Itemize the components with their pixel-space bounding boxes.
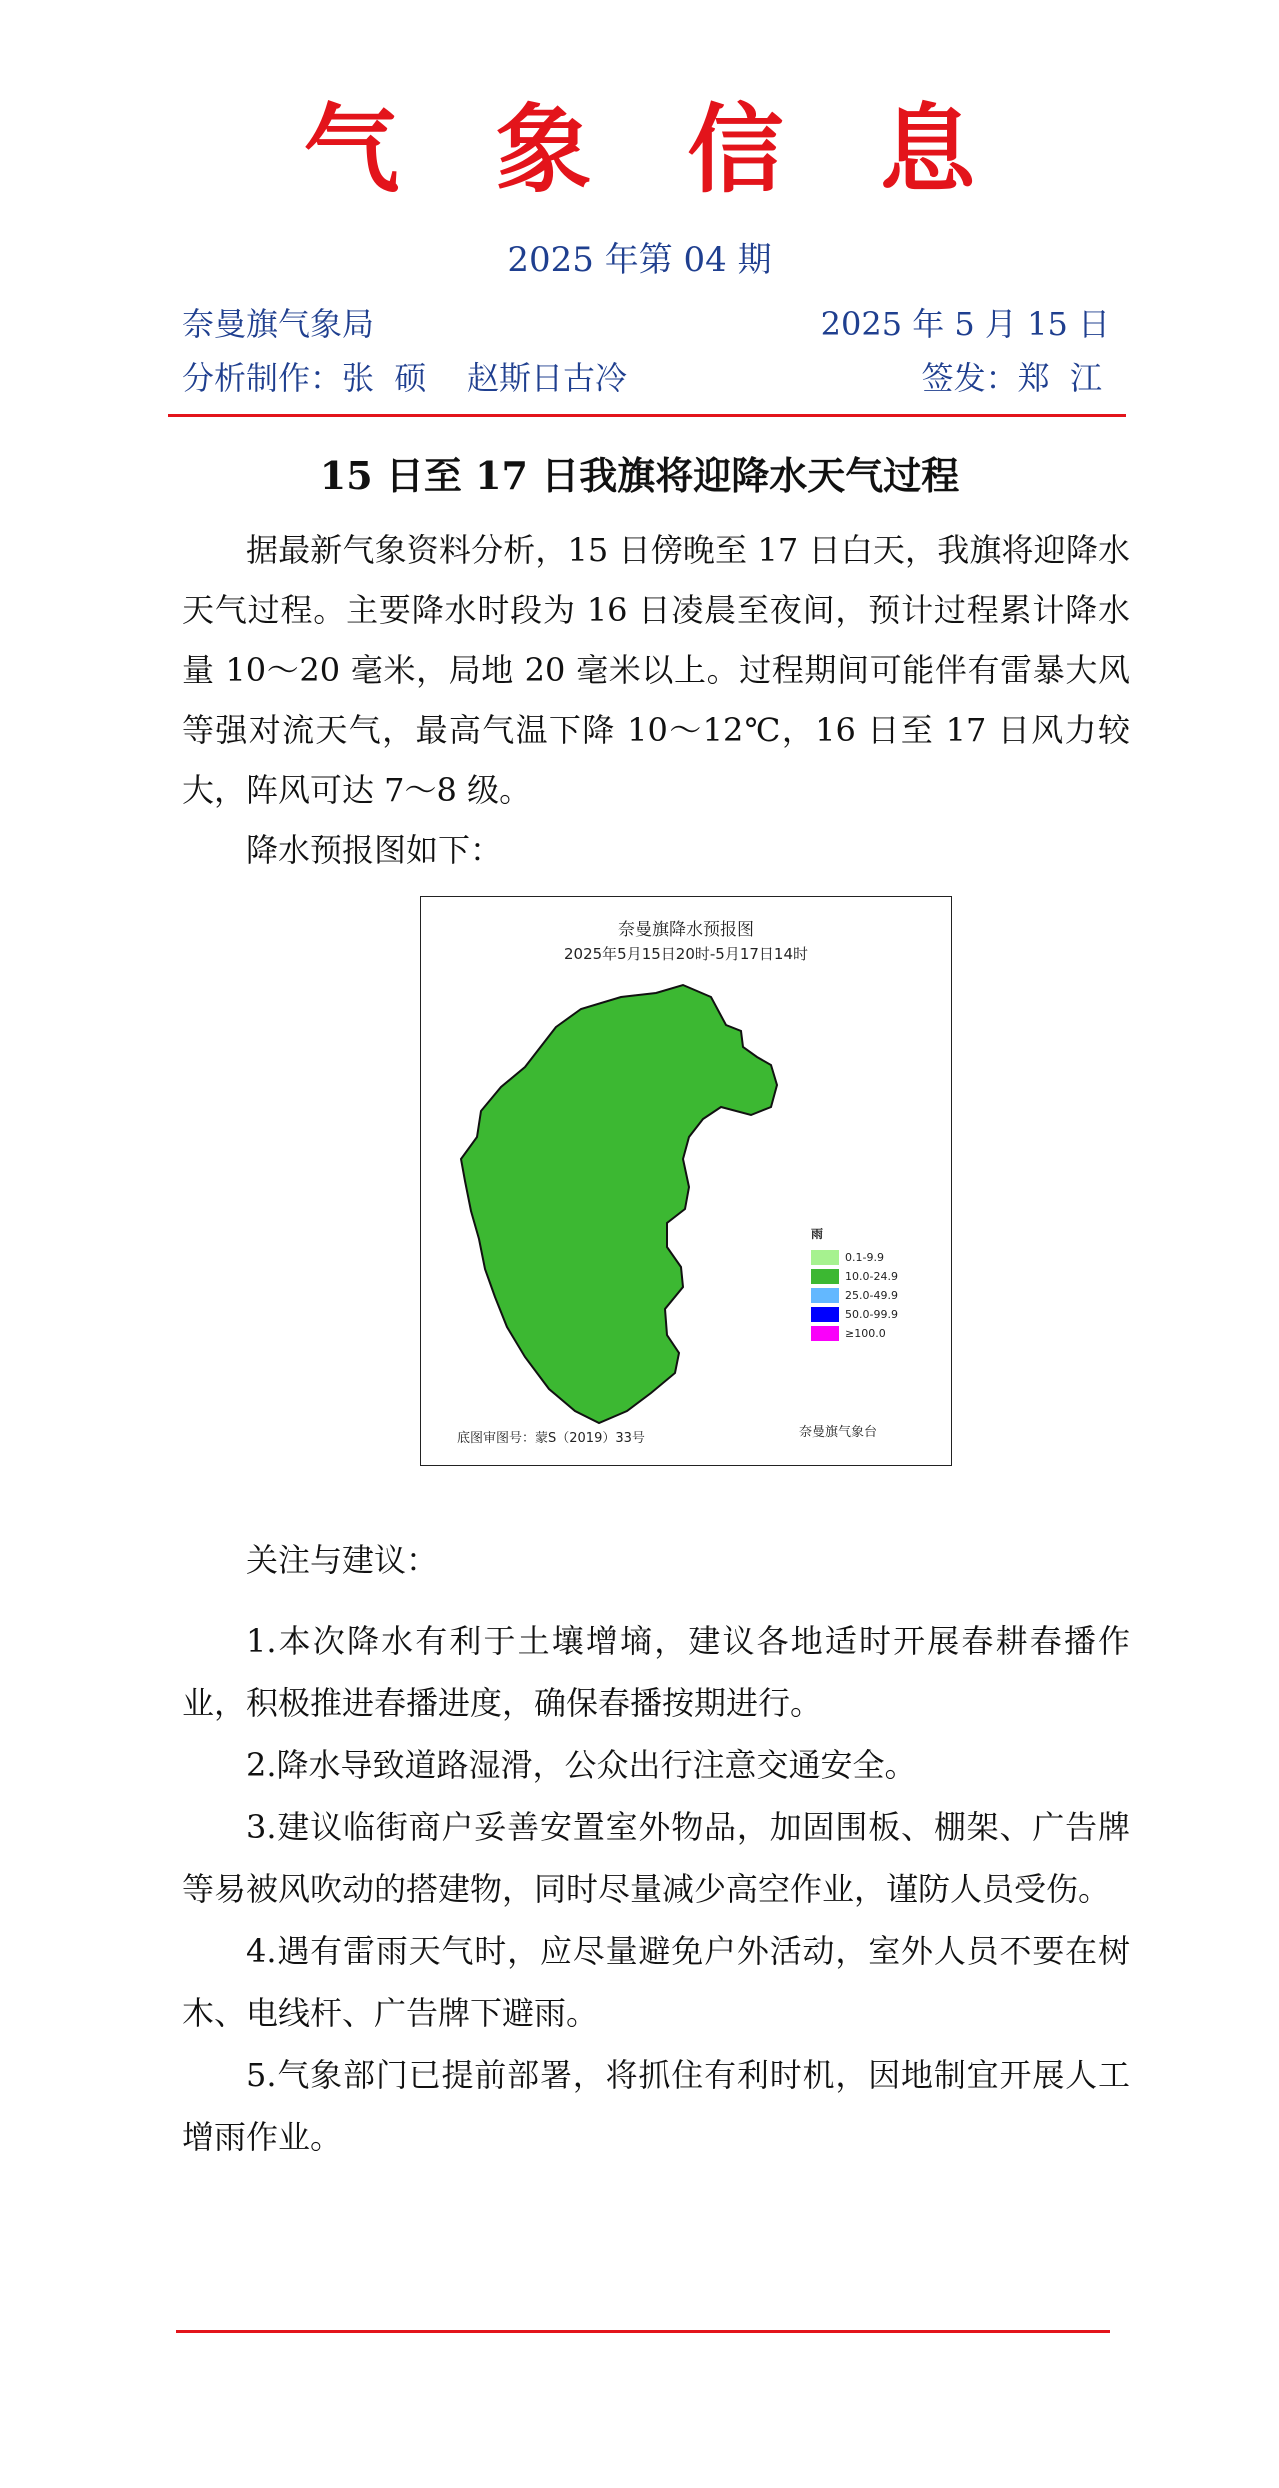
advice-item: 1.本次降水有利于土壤增墒，建议各地适时开展春耕春播作业，积极推进春播进度，确保春播按期进行。 (182, 1622, 1130, 1722)
masthead-title: 气象信息 (303, 94, 1072, 206)
precipitation-map (420, 896, 952, 1466)
issue-date: 2025 年 5 月 15 日 (820, 305, 1110, 343)
authors: 分析制作：张 硕 赵斯日古冷 (182, 359, 628, 397)
issue-number: 2025 年第 04 期 (507, 240, 772, 280)
legend-label: 50.0-99.9 (845, 1308, 898, 1321)
advice-list (0, 1610, 1279, 2168)
county-shape (421, 897, 953, 1467)
headline: 15 日至 17 日我旗将迎降水天气过程 (319, 453, 960, 498)
legend-item (811, 1248, 898, 1267)
advice-item: 5.气象部门已提前部署，将抓住有利时机，因地制宜开展人工增雨作业。 (182, 2056, 1130, 2156)
map-title: 奈曼旗降水预报图 (618, 920, 754, 940)
advice-heading: 关注与建议： (246, 1541, 439, 1579)
legend-swatch (811, 1288, 839, 1303)
signer: 签发：郑 江 (921, 359, 1102, 397)
advice-item: 3.建议临街商户妥善安置室外物品，加固围板、棚架、广告牌等易被风吹动的搭建物，同时尽量减少高空作业，谨防人员受伤。 (182, 1808, 1130, 1908)
map-legend (811, 1225, 898, 1343)
legend-item (811, 1267, 898, 1286)
legend-swatch (811, 1269, 839, 1284)
legend-item (811, 1324, 898, 1343)
map-approval-number: 底图审图号：蒙S（2019）33号 (457, 1431, 645, 1446)
map-source: 奈曼旗气象台 (799, 1425, 878, 1440)
advice-item: 2.降水导致道路湿滑，公众出行注意交通安全。 (246, 1746, 917, 1784)
legend-title: 雨 (811, 1227, 824, 1241)
legend-swatch (811, 1307, 839, 1322)
legend-label: ≥100.0 (845, 1327, 886, 1340)
map-intro: 降水预报图如下： (246, 831, 503, 869)
county-region (461, 985, 777, 1423)
footer-divider (176, 2330, 1110, 2333)
legend-label: 25.0-49.9 (845, 1289, 898, 1302)
header-divider (168, 414, 1126, 417)
legend-swatch (811, 1250, 839, 1265)
body-paragraph: 据最新气象资料分析，15 日傍晚至 17 日白天，我旗将迎降水天气过程。主要降水时段为 16 日凌晨至夜间，预计过程累计降水量 10～20 毫米，局地 20 毫米以上。过程期间可能伴有雷暴大风等强对流天气，最高气温下降 10～12℃，16 日至 17 日风力较大，阵风可达 7～8 级。 (182, 531, 1130, 809)
legend-item (811, 1286, 898, 1305)
legend-label: 10.0-24.9 (845, 1270, 898, 1283)
legend-item (811, 1305, 898, 1324)
advice-item: 4.遇有雷雨天气时，应尽量避免户外活动，室外人员不要在树木、电线杆、广告牌下避雨。 (182, 1932, 1130, 2032)
issuing-org: 奈曼旗气象局 (182, 305, 375, 343)
legend-label: 0.1-9.9 (845, 1251, 884, 1264)
map-subtitle: 2025年5月15日20时-5月17日14时 (563, 945, 809, 963)
legend-swatch (811, 1326, 839, 1341)
